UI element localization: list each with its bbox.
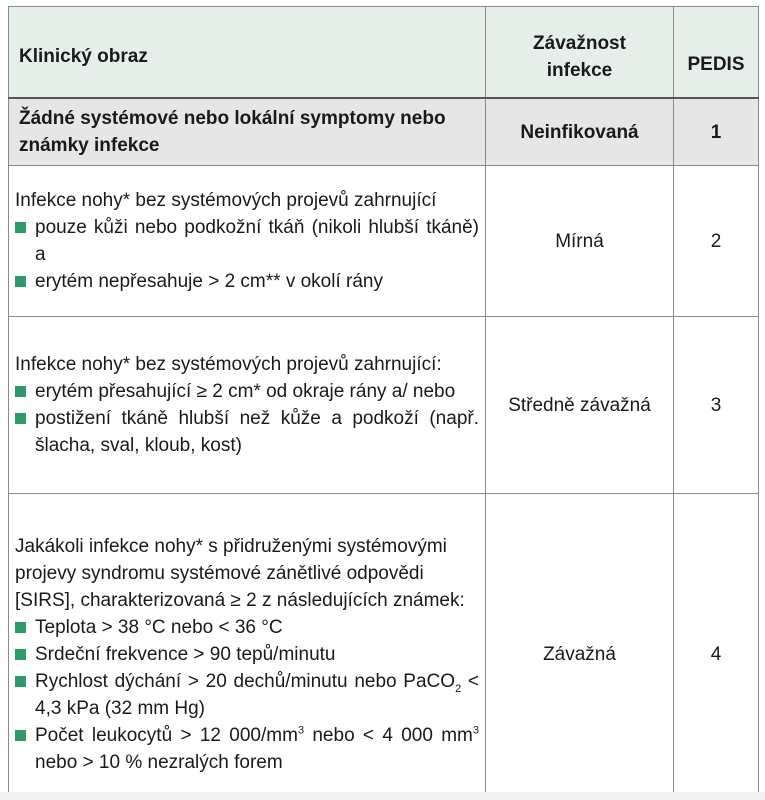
header-pedis: PEDIS xyxy=(674,7,759,99)
list-item-text-after: < 4,3 kPa (32 mm Hg) xyxy=(35,670,480,719)
list-item-text: Srdeční frekvence > 90 tepů/minutu xyxy=(35,643,336,665)
list-item-text-before: Rychlost dýchání > 20 dechů/minutu nebo PaCO xyxy=(35,670,456,692)
header-severity xyxy=(486,7,674,99)
pedis-classification-table xyxy=(8,6,759,800)
row-pedis-score: 2 xyxy=(674,166,759,317)
subscript: 2 xyxy=(455,682,462,695)
header-severity-line1: Závažnost xyxy=(533,32,626,54)
table-row xyxy=(9,166,759,317)
list-item-text: erytém přesahující ≥ 2 cm* od okraje rány a/ nebo xyxy=(35,381,456,402)
list-item xyxy=(15,614,479,641)
list-item xyxy=(15,641,479,668)
square-bullet-icon xyxy=(15,649,26,660)
list-item-text: Teplota > 38 °C nebo < 36 °C xyxy=(35,616,283,638)
square-bullet-icon xyxy=(15,413,26,424)
list-item-text-part3: nebo > 10 % nezralých forem xyxy=(35,751,283,773)
square-bullet-icon xyxy=(15,276,26,287)
list-item-text: postižení tkáně hlubší než kůže a podkoží (např. šlacha, sval, kloub, kost) xyxy=(35,408,479,456)
square-bullet-icon xyxy=(15,222,26,233)
row-description xyxy=(9,317,486,494)
row-severity: Mírná xyxy=(486,166,674,317)
list-item xyxy=(15,268,479,295)
row-intro: Jakákoli infekce nohy* s přidruženými systémovými projevy syndromu systémové zánětlivé odpovědi [SIRS], charakterizovaná ≥ 2 z následujících známek: xyxy=(15,535,465,611)
superscript: 3 xyxy=(297,724,305,737)
row-severity: Závažná xyxy=(486,494,674,800)
header-clinical: Klinický obraz xyxy=(9,7,486,99)
list-item-text-part1: Počet leukocytů > 12 000/mm xyxy=(35,724,298,746)
page-bottom-band xyxy=(0,792,765,800)
header-severity-line2: infekce xyxy=(546,59,613,81)
table-row xyxy=(9,98,759,166)
list-item xyxy=(15,722,479,776)
bullet-list xyxy=(15,614,479,776)
square-bullet-icon xyxy=(15,622,26,633)
list-item-text: erytém nepřesahuje > 2 cm** v okolí rány xyxy=(35,271,383,292)
row-severity: Neinfikovaná xyxy=(486,98,674,166)
bullet-list xyxy=(15,378,479,459)
square-bullet-icon xyxy=(15,386,26,397)
superscript: 3 xyxy=(472,724,479,737)
bullet-list xyxy=(15,214,479,295)
row-pedis-score: 3 xyxy=(674,317,759,494)
square-bullet-icon xyxy=(15,676,26,687)
list-item xyxy=(15,668,479,722)
row-description xyxy=(9,494,486,800)
row-pedis-score: 4 xyxy=(674,494,759,800)
list-item-text: pouze kůži nebo podkožní tkáň (nikoli hlubší tkáně) a xyxy=(35,217,479,265)
table-header-row xyxy=(9,7,759,99)
table-row xyxy=(9,317,759,494)
row-intro: Infekce nohy* bez systémových projevů zahrnující xyxy=(15,190,437,211)
table-row xyxy=(9,494,759,800)
row-severity: Středně závažná xyxy=(486,317,674,494)
row-intro: Infekce nohy* bez systémových projevů zahrnující: xyxy=(15,354,442,375)
row-description: Žádné systémové nebo lokální symptomy nebo známky infekce xyxy=(9,98,486,166)
list-item-text-part2: nebo < 4 000 mm xyxy=(304,724,473,746)
list-item xyxy=(15,214,479,268)
list-item xyxy=(15,378,479,405)
square-bullet-icon xyxy=(15,730,26,741)
row-pedis-score: 1 xyxy=(674,98,759,166)
list-item xyxy=(15,405,479,459)
row-description xyxy=(9,166,486,317)
